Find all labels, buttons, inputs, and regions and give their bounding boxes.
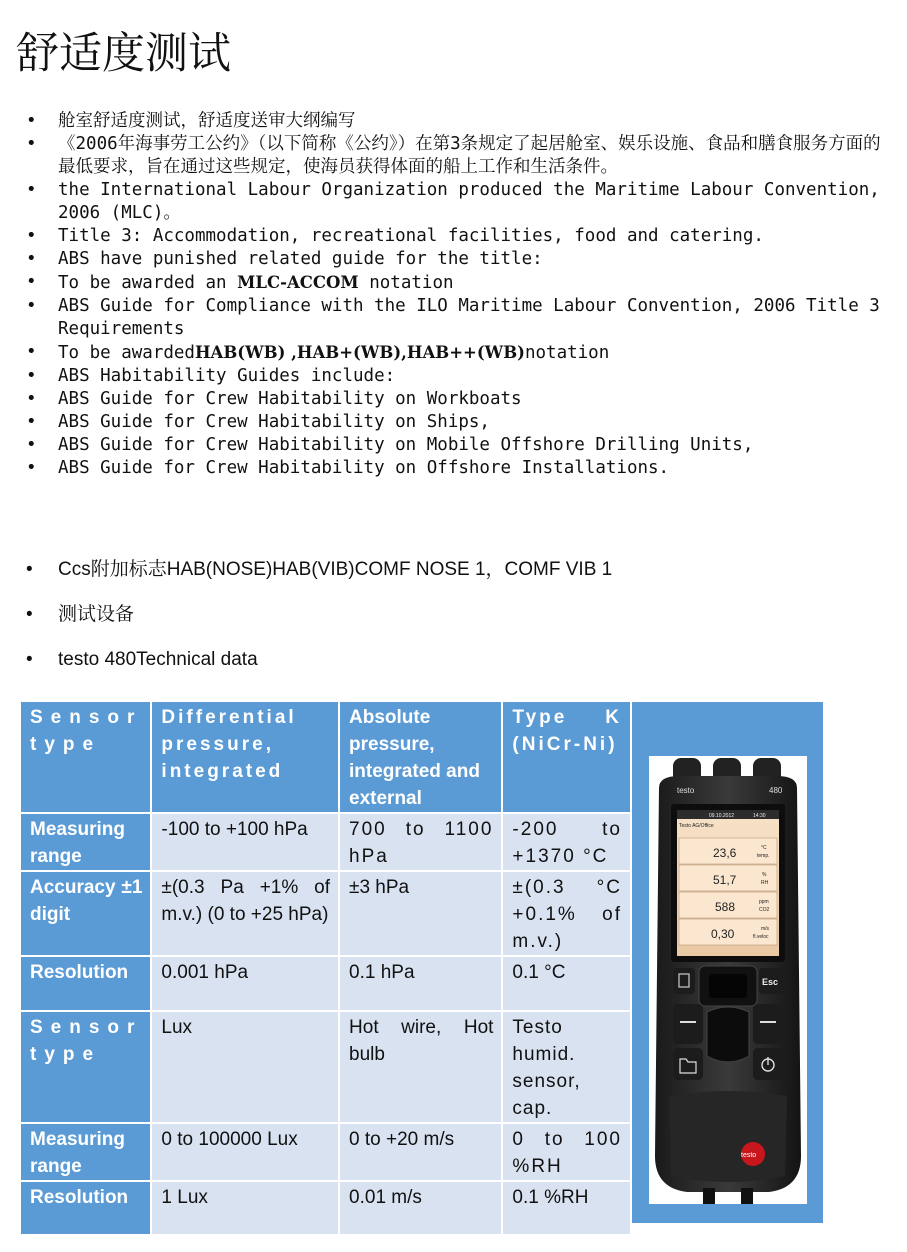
- table-header-row: [21, 702, 632, 814]
- list-item: [22, 271, 892, 295]
- list-item: [22, 341, 892, 365]
- row-header-cell: Accuracy ±1 digit: [21, 872, 152, 957]
- table-cell: 0.1 %RH: [503, 1182, 632, 1236]
- list-item-text: ABS have punished related guide for the title:: [58, 249, 543, 269]
- table-cell: Hot wire, Hot bulb: [340, 1012, 503, 1124]
- table-cell: 0.1 °C: [503, 957, 632, 1012]
- esc-label: Esc: [762, 977, 779, 987]
- list-item: • testo 480Technical data: [22, 647, 612, 692]
- device-illustration: [649, 756, 807, 1204]
- svg-text:14:30: 14:30: [753, 813, 766, 819]
- table-cell: ±3 hPa: [340, 872, 503, 957]
- list-item-text: To be awarded an: [58, 273, 238, 293]
- list-item-text: To be awarded: [58, 343, 195, 363]
- svg-text:51,7: 51,7: [713, 873, 737, 887]
- row-header-cell: Measuring range: [21, 1124, 152, 1182]
- header-cell: Differential pressure, integrated: [152, 702, 340, 814]
- svg-text:09.10.2012: 09.10.2012: [709, 813, 735, 819]
- svg-text:temp.: temp.: [757, 853, 770, 859]
- list-item: [22, 248, 892, 271]
- table-cell: -100 to +100 hPa: [152, 814, 340, 872]
- page-title: 舒适度测试: [16, 29, 231, 79]
- menu-key-icon: [673, 968, 695, 994]
- svg-text:588: 588: [715, 900, 736, 914]
- table-cell: Lux: [152, 1012, 340, 1124]
- svg-text:23,6: 23,6: [713, 846, 737, 860]
- list-item-text: notation: [524, 343, 610, 363]
- svg-text:%: %: [762, 872, 767, 878]
- list-item-text: ABS Guide for Crew Habitability on Workboats: [58, 389, 522, 409]
- list-item-text: 舱室舒适度测试，舒适度送审大纲编写: [58, 111, 356, 131]
- list-item-text: ABS Habitability Guides include:: [58, 366, 396, 386]
- list-item-text: Title 3: Accommodation, recreational facilities, food and catering.: [58, 226, 764, 246]
- table-cell: -200 to +1370 °C: [503, 814, 632, 872]
- svg-text:ppm: ppm: [759, 899, 769, 905]
- list-item-text: ABS Guide for Compliance with the ILO Maritime Labour Convention, 2006 Title 3 Requirements: [58, 296, 880, 339]
- table-cell: 0.001 hPa: [152, 957, 340, 1012]
- header-cell: Sensor type: [21, 702, 152, 814]
- list-item: [22, 225, 892, 248]
- list-item-text: the International Labour Organization produced the Maritime Labour Convention, 2006 (MLC)。: [58, 180, 880, 223]
- svg-text:°C: °C: [761, 845, 767, 851]
- notation-bold: HAB(WB) ,HAB+(WB),HAB++(WB): [194, 343, 525, 362]
- row-header-cell: Sensor type: [21, 1012, 152, 1124]
- table-row: [21, 872, 632, 957]
- table-row: [21, 1012, 632, 1124]
- list-item: [22, 434, 892, 457]
- svg-text:m/s: m/s: [761, 926, 770, 932]
- right-softkey: [753, 1004, 783, 1044]
- svg-text:Testo AG/Office: Testo AG/Office: [679, 823, 714, 829]
- svg-text:0,30: 0,30: [711, 927, 735, 941]
- list-item-text: ABS Guide for Crew Habitability on Mobile Offshore Drilling Units,: [58, 435, 754, 455]
- table-cell: ±(0.3 °C +0.1% of m.v.): [503, 872, 632, 957]
- table-cell: Testo humid. sensor, cap.: [503, 1012, 632, 1124]
- bullet-list-bottom: [22, 557, 612, 692]
- table-cell: 1 Lux: [152, 1182, 340, 1236]
- svg-text:testo: testo: [741, 1152, 757, 1159]
- svg-text:fl.veloc: fl.veloc: [753, 934, 769, 940]
- folder-icon: [673, 1048, 703, 1080]
- table-row: [21, 957, 632, 1012]
- notation-bold: MLC-ACCOM: [237, 273, 359, 292]
- list-item-text: notation: [358, 273, 454, 293]
- list-item: [22, 388, 892, 411]
- list-item-text: ABS Guide for Crew Habitability on Offshore Installations.: [58, 458, 670, 478]
- header-cell: Absolute pressure, integrated and external: [340, 702, 503, 814]
- table-cell: 700 to 1100 hPa: [340, 814, 503, 872]
- list-item: [22, 411, 892, 434]
- navigation-pad: [707, 1007, 749, 1062]
- bullet-list-top: [22, 110, 892, 480]
- row-header-cell: Measuring range: [21, 814, 152, 872]
- device-brand: testo: [677, 786, 695, 795]
- table-cell: 0.1 hPa: [340, 957, 503, 1012]
- table-cell: ±(0.3 Pa +1% of m.v.) (0 to +25 hPa): [152, 872, 340, 957]
- table-cell: 0.01 m/s: [340, 1182, 503, 1236]
- table-row: [21, 1124, 632, 1182]
- list-item: [22, 110, 892, 133]
- list-item: [22, 179, 892, 225]
- table-cell: 0 to +20 m/s: [340, 1124, 503, 1182]
- list-item: • 测试设备: [22, 602, 612, 647]
- row-header-cell: Resolution: [21, 1182, 152, 1236]
- row-header-cell: Resolution: [21, 957, 152, 1012]
- device-model: 480: [769, 786, 783, 795]
- list-item: [22, 133, 892, 179]
- list-item: • Ccs附加标志HAB(NOSE)HAB(VIB)COMF NOSE 1，COMF VIB 1: [22, 557, 612, 602]
- list-item: [22, 457, 892, 480]
- list-item-text: 《2006年海事劳工公约》（以下简称《公约》）在第3条规定了起居舱室、娱乐设施、食品和膳食服务方面的最低要求，旨在通过这些规定，使海员获得体面的船上工作和生活条件。: [58, 134, 881, 177]
- svg-text:RH: RH: [761, 880, 769, 886]
- table-cell: 0 to 100 %RH: [503, 1124, 632, 1182]
- svg-text:CO2: CO2: [759, 907, 770, 913]
- header-cell: Type K (NiCr-Ni): [503, 702, 632, 814]
- table-row: [21, 814, 632, 872]
- list-item: [22, 365, 892, 388]
- table-row: [21, 1182, 632, 1236]
- list-item: [22, 295, 892, 341]
- testo-480-device-image: [649, 756, 807, 1204]
- spec-table: [21, 702, 632, 1236]
- table-cell: 0 to 100000 Lux: [152, 1124, 340, 1182]
- list-item-text: ABS Guide for Crew Habitability on Ships,: [58, 412, 490, 432]
- left-softkey: [673, 1004, 703, 1044]
